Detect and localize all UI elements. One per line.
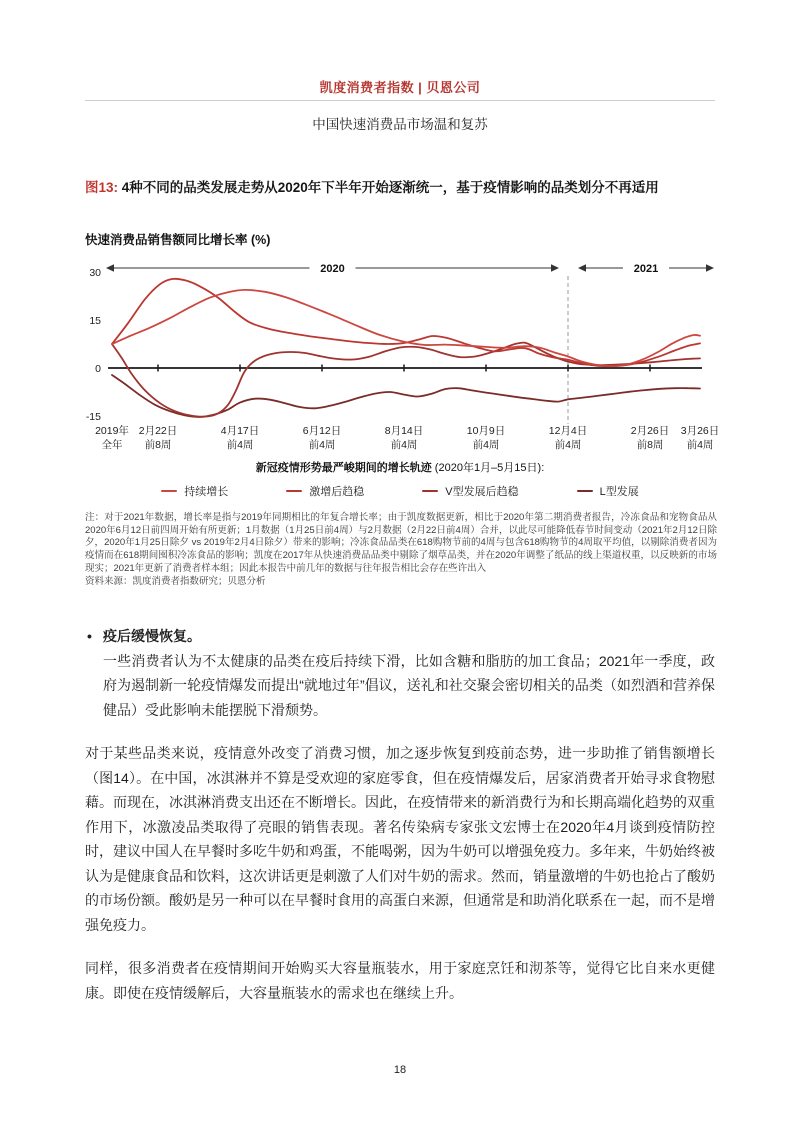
- period-label: 2021: [633, 263, 659, 275]
- legend-item-l_shape: [577, 483, 639, 499]
- figure-title-text: 4种不同的品类发展走势从2020年下半年开始逐渐统一，基于疫情影响的品类划分不再适用: [118, 180, 659, 195]
- figure-label: 图13:: [85, 180, 119, 195]
- header-divider: [85, 100, 715, 101]
- bullet-heading: [85, 624, 715, 649]
- x-tick-label: 10月9日前4周: [466, 425, 506, 451]
- arrowhead-right-icon: [706, 264, 714, 271]
- bullet-heading-text: 疫后缓慢恢复。: [103, 628, 201, 644]
- chart-heading: 快速消费品销售额同比增长率 (%): [85, 233, 271, 247]
- x-tick-label: 4月17日前4周: [220, 425, 260, 451]
- chart-legend: [85, 459, 715, 499]
- legend-swatch-icon: [577, 490, 593, 492]
- chart-notes: [85, 512, 717, 589]
- y-tick-label: -15: [85, 410, 101, 423]
- figure-title: [85, 176, 725, 196]
- source-text: 资料来源：凯度消费者指数研究；贝恩分析: [85, 576, 266, 588]
- arrowhead-right-icon: [551, 264, 559, 271]
- legend-label: V型发展后趋稳: [445, 486, 519, 498]
- x-tick-label: 6月12日前4周: [302, 425, 342, 451]
- series-line-surge: [112, 279, 700, 366]
- x-tick-label: 8月14日前4周: [384, 425, 424, 451]
- legend-title: [85, 459, 715, 475]
- legend-swatch-icon: [161, 490, 177, 492]
- legend-item-sustained: [161, 483, 228, 499]
- body-content: [85, 624, 715, 1005]
- growth-chart: [70, 252, 730, 457]
- legend-label: L型发展: [599, 486, 639, 498]
- x-tick-label: 2月22日前8周: [138, 425, 178, 451]
- paragraph-2: 同样，很多消费者在疫情期间开始购买大容量瓶装水，用于家庭烹饪和沏茶等，觉得它比自来水更健康。即使在疫情缓解后，大容量瓶装水的需求也在继续上升。: [85, 960, 715, 1001]
- report-subtitle: 中国快速消费品市场温和复苏: [312, 117, 488, 132]
- legend-label: 激增后趋稳: [309, 486, 365, 498]
- note-text: 注：对于2021年数据，增长率是指与2019年同期相比的年复合增长率；由于凯度数据更新，相比于2020年第二期消费者报告，冷冻食品和宠物食品从2020年6月12日前四周开始有所更新；1月数据（1月25日前4周）与2月数据（2月22日前4周）合并，以此尽可能降低春节时间变动（2021年2月12日除夕，2020年1月25日除夕 vs 2019年2月4日除夕）带来的影响；冷冻食品品类在618购物节前的4周与包含618购物节的4周取平均值，以剔除消费者因为疫情而在618期间囤积冷冻食品的影响；凯度在2017年从快速消费品品类中剔除了烟草品类，并在2020年调整了纸品的线上渠道权重，以反映新的市场现实；2021年更新了消费者样本组；因此本报告中前几年的数据与往年报告相比会存在些许出入: [85, 512, 717, 574]
- bullet-paragraph: 一些消费者认为不太健康的品类在疫后持续下滑，比如含糖和脂肪的加工食品；2021年一季度，政府为遏制新一轮疫情爆发而提出“就地过年”倡议，送礼和社交聚会密切相关的品类（如烈酒和营养保健品）受此影响未能摆脱下滑颓势。: [103, 652, 715, 718]
- series-line-l_shape: [112, 375, 700, 417]
- y-tick-label: 15: [89, 314, 101, 327]
- legend-item-surge: [286, 483, 364, 499]
- paragraph-1: 对于某些品类来说，疫情意外改变了消费习惯，加之逐步恢复到疫前态势，进一步助推了销售额增长（图14）。在中国，冰淇淋并不算是受欢迎的家庭零食，但在疫情爆发后，居家消费者开始寻求食物慰藉。而现在，冰淇淋消费支出还在不断增长。因此，在疫情带来的新消费行为和长期高端化趋势的双重作用下，冰激凌品类取得了亮眼的销售表现。著名传染病专家张文宏博士在2020年4月谈到疫情防控时，建议中国人在早餐时多吃牛奶和鸡蛋，不能喝粥，因为牛奶可以增强免疫力。多年来，牛奶始终被认为是健康食品和饮料，这次讲话更是刺激了人们对牛奶的需求。然而，销量激增的牛奶也抢占了酸奶的市场份额。酸奶是另一种可以在早餐时食用的高蛋白来源，但通常是和助消化联系在一起，而不是增强免疫力。: [85, 745, 715, 933]
- x-tick-label: 2月26日前8周: [630, 425, 670, 451]
- bullet-marker-icon: •: [87, 628, 92, 644]
- x-tick-label: 3月26日前4周: [680, 425, 720, 451]
- arrowhead-left-icon: [106, 264, 114, 271]
- x-tick-label: 12月4日前4周: [548, 425, 588, 451]
- period-label: 2020: [320, 263, 345, 275]
- legend-title-suffix: (2020年1月–5月15日):: [431, 462, 545, 474]
- y-tick-label: 0: [95, 362, 101, 375]
- arrowhead-left-icon: [578, 264, 586, 271]
- report-brand: 凯度消费者指数 | 贝恩公司: [319, 80, 481, 95]
- y-tick-label: 30: [89, 266, 101, 279]
- page-number: 18: [393, 1064, 407, 1076]
- series-line-v_shape: [112, 343, 700, 417]
- legend-swatch-icon: [422, 490, 438, 492]
- legend-item-v_shape: [422, 483, 518, 499]
- legend-label: 持续增长: [184, 486, 229, 498]
- x-tick-label: 2019年全年: [95, 425, 129, 451]
- series-line-sustained: [112, 290, 700, 366]
- legend-swatch-icon: [286, 490, 302, 492]
- legend-items: [85, 483, 715, 499]
- legend-title-bold: 新冠疫情形势最严峻期间的增长轨迹: [255, 462, 432, 474]
